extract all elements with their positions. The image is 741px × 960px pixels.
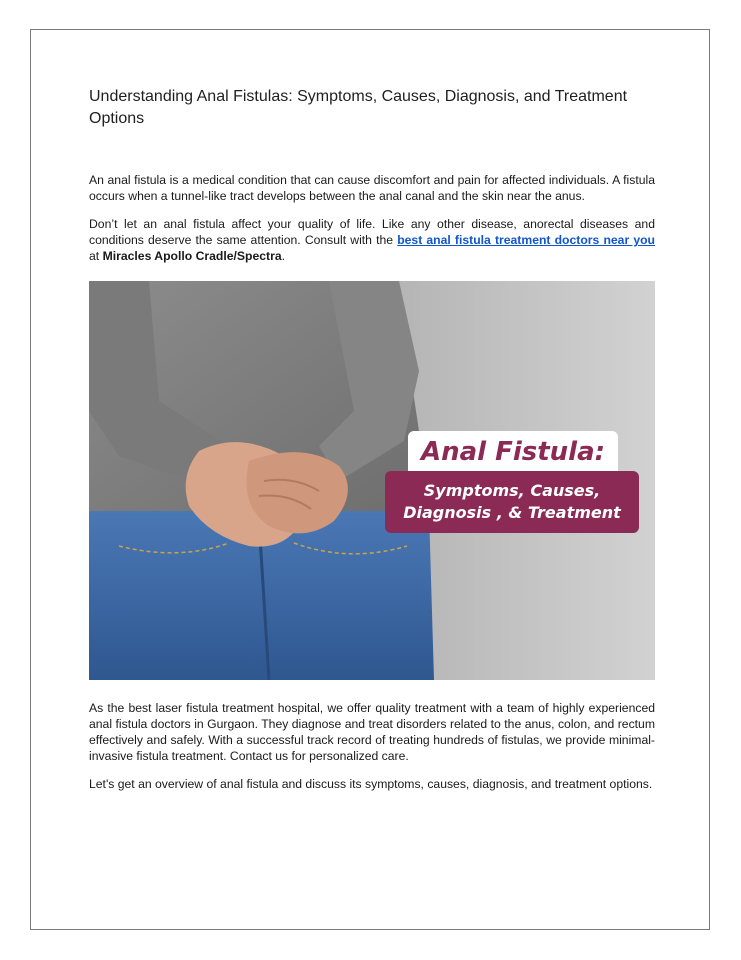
banner-line-1: Symptoms, Causes, bbox=[423, 481, 601, 500]
banner-line-2: Diagnosis , & Treatment bbox=[403, 503, 621, 522]
cta-paragraph bbox=[89, 216, 655, 264]
cta-at-text: at bbox=[89, 249, 103, 263]
document-page bbox=[30, 29, 710, 930]
overview-paragraph: Let's get an overview of anal fistula and discuss its symptoms, causes, diagnosis, and treatment options. bbox=[89, 777, 653, 791]
intro-paragraph: An anal fistula is a medical condition that can cause discomfort and pain for affected individuals. A fistula occurs when a tunnel-like tract develops between the anal canal and the skin near the anus. bbox=[89, 173, 655, 203]
cta-text: Don’t let an anal fistula affect your quality of life. Like any other disease, anorectal diseases and conditions deserve the same attention. Consult with the bbox=[89, 217, 655, 247]
article-title: Understanding Anal Fistulas: Symptoms, Causes, Diagnosis, and Treatment Options bbox=[89, 88, 628, 127]
doctors-link[interactable]: best anal fistula treatment doctors near you bbox=[397, 233, 655, 247]
hero-image bbox=[89, 281, 655, 680]
hospital-paragraph: As the best laser fistula treatment hospital, we offer quality treatment with a team of highly experienced anal fistula doctors in Gurgaon. They diagnose and treat disorders related to the anus, colon, and rectum effectively and safely. With a successful track record of treating hundreds of fistulas, we provide minimal-invasive fistula treatment. Contact us for personalized care. bbox=[89, 701, 655, 763]
banner-subtitle bbox=[385, 471, 639, 533]
banner-title: Anal Fistula: bbox=[408, 431, 618, 473]
cta-end-text: . bbox=[281, 249, 285, 263]
hospital-name: Miracles Apollo Cradle/Spectra bbox=[102, 249, 282, 263]
article-body bbox=[89, 86, 655, 792]
